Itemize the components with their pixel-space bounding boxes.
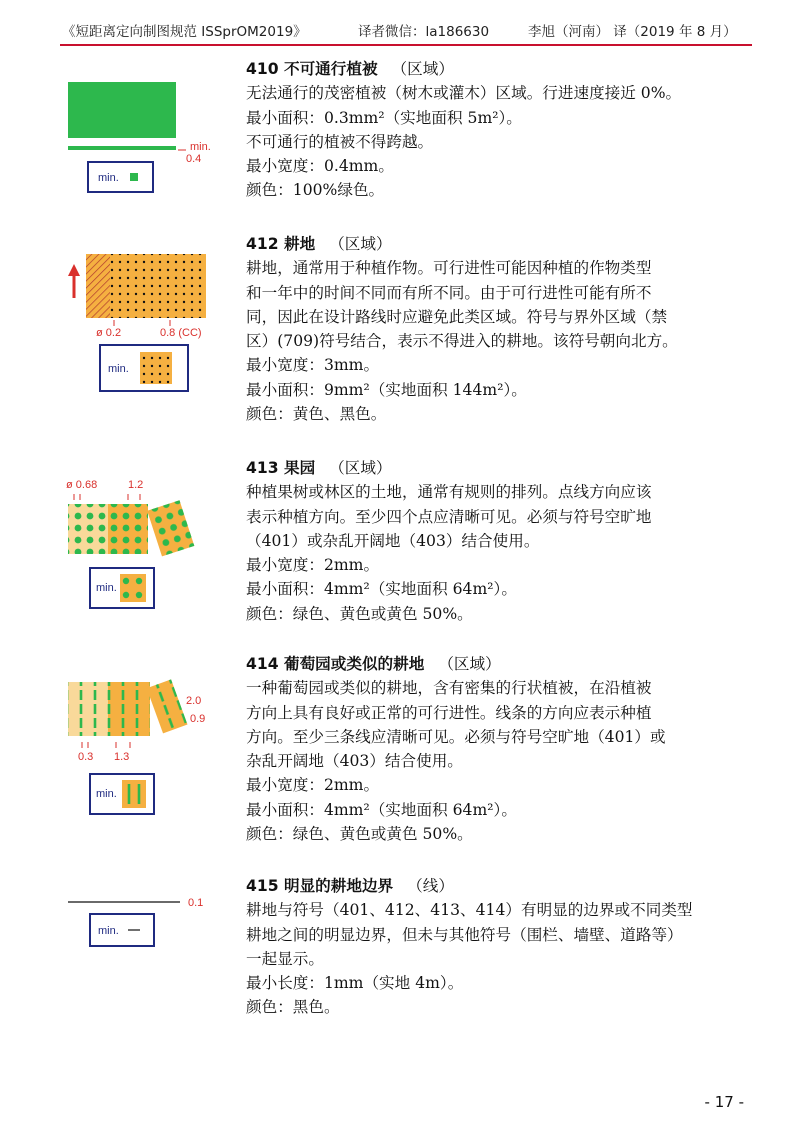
entry-line: 最小宽度：2mm。 [246,556,380,575]
fig-label-spacing: 1.2 [128,479,144,491]
fig-label-dot: ø 0.68 [66,479,98,491]
figure-414 [60,674,220,822]
entry-title: 413 果园 （区域） [246,459,392,477]
fig-label-line-width: 0.3 [78,751,94,763]
figure-410 [60,78,220,196]
page-number: - 17 - [704,1093,744,1111]
entry-line: 最小宽度：0.4mm。 [246,157,394,176]
entry-line: 最小长度：1mm（实地 4m）。 [246,974,464,993]
fig-label-spacing: 1.3 [114,751,130,763]
entry-line: 最小面积：4mm²（实地面积 64m²）。 [246,800,517,819]
legend-min: min. [96,788,117,800]
entry-line: 杂乱开阔地（403）结合使用。 [246,752,463,771]
entry-line: 颜色：黑色。 [246,998,340,1017]
fig-label-length: 2.0 [186,695,202,707]
fig-label-min: min. [190,141,211,153]
entry-line: 最小面积：9mm²（实地面积 144m²）。 [246,380,527,399]
impassable-vegetation-area [68,82,176,138]
entry-line: 颜色：绿色、黄色或黄色 50%。 [246,825,473,844]
header-doc-title: 《短距离定向制图规范 ISSprOM2019》 [62,24,307,40]
entry-title: 415 明显的耕地边界 （线） [246,877,454,895]
entry-line: 颜色：绿色、黄色或黄色 50%。 [246,604,473,623]
entry-line: 耕地与符号（401、412、413、414）有明显的边界或不同类型 [246,901,693,920]
entry-412 [246,232,752,426]
entry-title: 412 耕地 （区域） [246,235,392,253]
legend-min: min. [98,925,119,937]
min-width-bar [68,146,176,150]
header-rule [60,44,752,46]
header-translator: 李旭（河南） 译（2019 年 8 月） [528,24,737,40]
fig-label-dot: ø 0.2 [96,327,122,339]
fig-label-spacing: 0.8 (CC) [160,327,202,339]
fig-label-width: 0.1 [188,897,204,909]
entry-line: 耕地，通常用于种植作物。可行进性可能因种植的作物类型 [246,259,652,278]
legend-min: min. [98,172,119,184]
entry-line: （401）或杂乱开阔地（403）结合使用。 [246,531,540,550]
entry-line: 最小面积：0.3mm²（实地面积 5m²）。 [246,108,522,127]
entry-415 [246,874,752,1020]
entry-line: 最小宽度：3mm。 [246,356,380,375]
entry-title: 414 葡萄园或类似的耕地 （区域） [246,655,501,673]
entry-line: 和一年中的时间不同而有所不同。由于可行进性可能有所不 [246,283,652,302]
legend-min: min. [108,363,129,375]
entry-line: 区）(709)符号结合，表示不得进入的耕地。该符号朝向北方。 [246,332,678,351]
page-header [62,18,752,40]
entry-line: 表示种植方向。至少四个点应清晰可见。必须与符号空旷地 [246,507,652,526]
entry-line: 一种葡萄园或类似的耕地，含有密集的行状植被，在沿植被 [246,679,652,698]
fig-label-width: 0.4 [186,153,202,165]
legend-min: min. [96,582,117,594]
entry-line: 颜色：100%绿色。 [246,181,385,200]
entry-line: 无法通行的茂密植被（树木或灌木）区域。行进速度接近 0%。 [246,84,682,103]
entry-410 [246,57,752,203]
figure-415 [60,894,220,954]
figure-412 [60,250,220,395]
entry-line: 一起显示。 [246,949,324,968]
entry-line: 颜色：黄色、黑色。 [246,405,387,424]
entry-413 [246,456,752,626]
entry-line: 方向。至少三条线应清晰可见。必须与符号空旷地（401）或 [246,727,666,746]
entry-line: 同，因此在设计路线时应避免此类区域。符号与界外区域（禁 [246,307,668,326]
fig-label-gap: 0.9 [190,713,206,725]
entry-line: 最小宽度：2mm。 [246,776,380,795]
entry-line: 方向上具有良好或正常的可行进性。线条的方向应表示种植 [246,703,652,722]
entry-line: 耕地之间的明显边界，但未与其他符号（围栏、墙壁、道路等） [246,925,683,944]
figure-413 [60,474,220,614]
entry-line: 种植果树或林区的土地，通常有规则的排列。点线方向应该 [246,483,652,502]
entry-414 [246,652,752,846]
entry-title: 410 不可通行植被 （区域） [246,60,454,78]
entry-line: 不可通行的植被不得跨越。 [246,132,434,151]
header-wechat: 译者微信：la186630 [358,24,490,40]
entry-line: 最小面积：4mm²（实地面积 64m²）。 [246,580,517,599]
